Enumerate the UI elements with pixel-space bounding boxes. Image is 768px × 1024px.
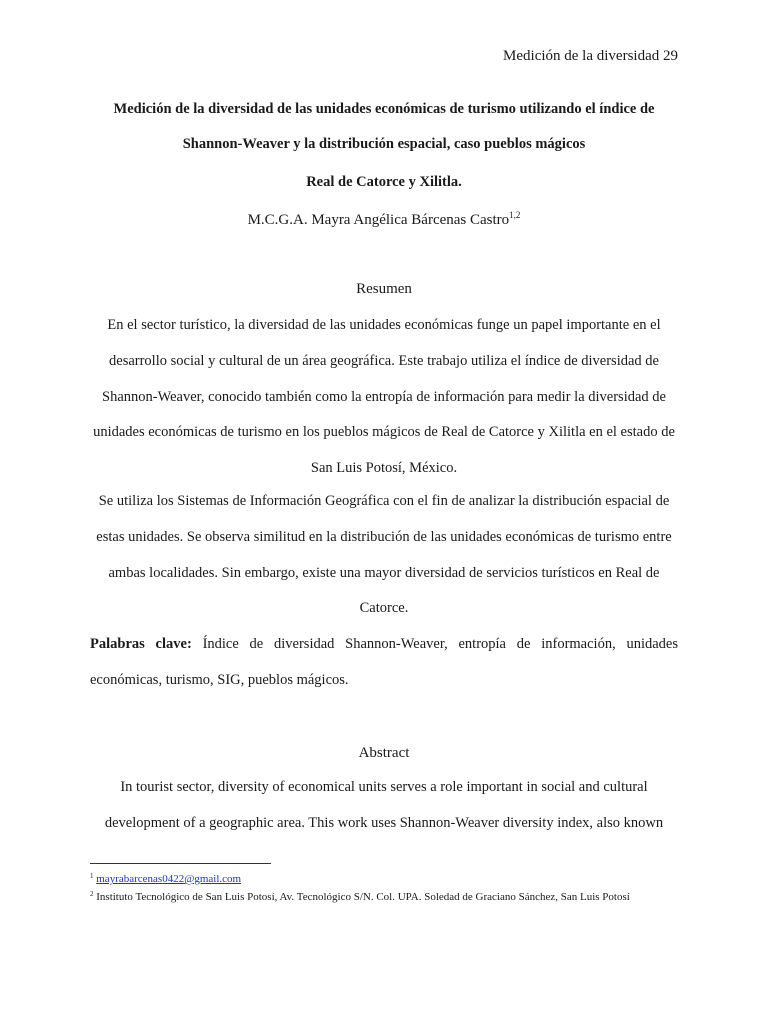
running-head: Medición de la diversidad 29 xyxy=(503,48,678,64)
abstract-paragraph-1: In tourist sector, diversity of economical units serves a role important in social and cultural development of a geographic area. This work uses Shannon-Weaver diversity index, also known xyxy=(104,779,664,831)
resumen-heading: Resumen xyxy=(356,281,412,297)
footnotes xyxy=(90,869,678,905)
footnote-2-text: Instituto Tecnológico de San Luis Potosí, Av. Tecnológico S/N. Col. UPA. Soledad de Graciano Sánchez, San Luis Potosí xyxy=(96,891,630,903)
footnote-divider xyxy=(90,863,271,864)
author-name: M.C.G.A. Mayra Angélica Bárcenas Castro xyxy=(247,212,510,228)
resumen-paragraph-2: Se utiliza los Sistemas de Información Geográfica con el fin de analizar la distribución espacial de estas unidades. Se observa similitud en la distribución de las unidades económicas de turismo entre ambas localidades. Sin embargo, existe una mayor diversidad de servicios turísticos en Real de Catorce. xyxy=(96,493,672,617)
keywords-text: Índice de diversidad Shannon-Weaver, entropía de información, unidades económicas, turismo, SIG, pueblos mágicos. xyxy=(90,636,679,688)
footnote-email-link[interactable]: mayrabarcenas0422@gmail.com xyxy=(96,873,242,885)
keywords-label: Palabras clave: xyxy=(90,636,192,652)
title-line-1: Medición de la diversidad de las unidades económicas de turismo utilizando el índice de xyxy=(113,101,655,117)
keywords-paragraph xyxy=(90,626,678,698)
resumen-paragraph-1: En el sector turístico, la diversidad de las unidades económicas funge un papel importante en el desarrollo social y cultural de un área geográfica. Este trabajo utiliza el índice de diversidad de Shannon-Weaver, conocido también como la entropía de información para medir la diversidad de unidades económicas de turismo en los pueblos mágicos de Real de Catorce y Xilitla en el estado de San Luis Potosí, México. xyxy=(93,317,675,477)
footnote-2 xyxy=(90,887,678,905)
title-line-3: Real de Catorce y Xilitla. xyxy=(306,174,462,190)
abstract-heading: Abstract xyxy=(358,745,410,761)
paper-title xyxy=(90,92,678,162)
title-line-2: Shannon-Weaver y la distribución espacial, caso pueblos mágicos xyxy=(182,136,586,152)
footnote-1-mark: 1 xyxy=(90,872,94,880)
footnote-1 xyxy=(90,869,678,887)
author-affiliation-marks: 1,2 xyxy=(509,210,521,220)
footnote-2-mark: 2 xyxy=(90,890,94,898)
author-line xyxy=(90,203,678,232)
